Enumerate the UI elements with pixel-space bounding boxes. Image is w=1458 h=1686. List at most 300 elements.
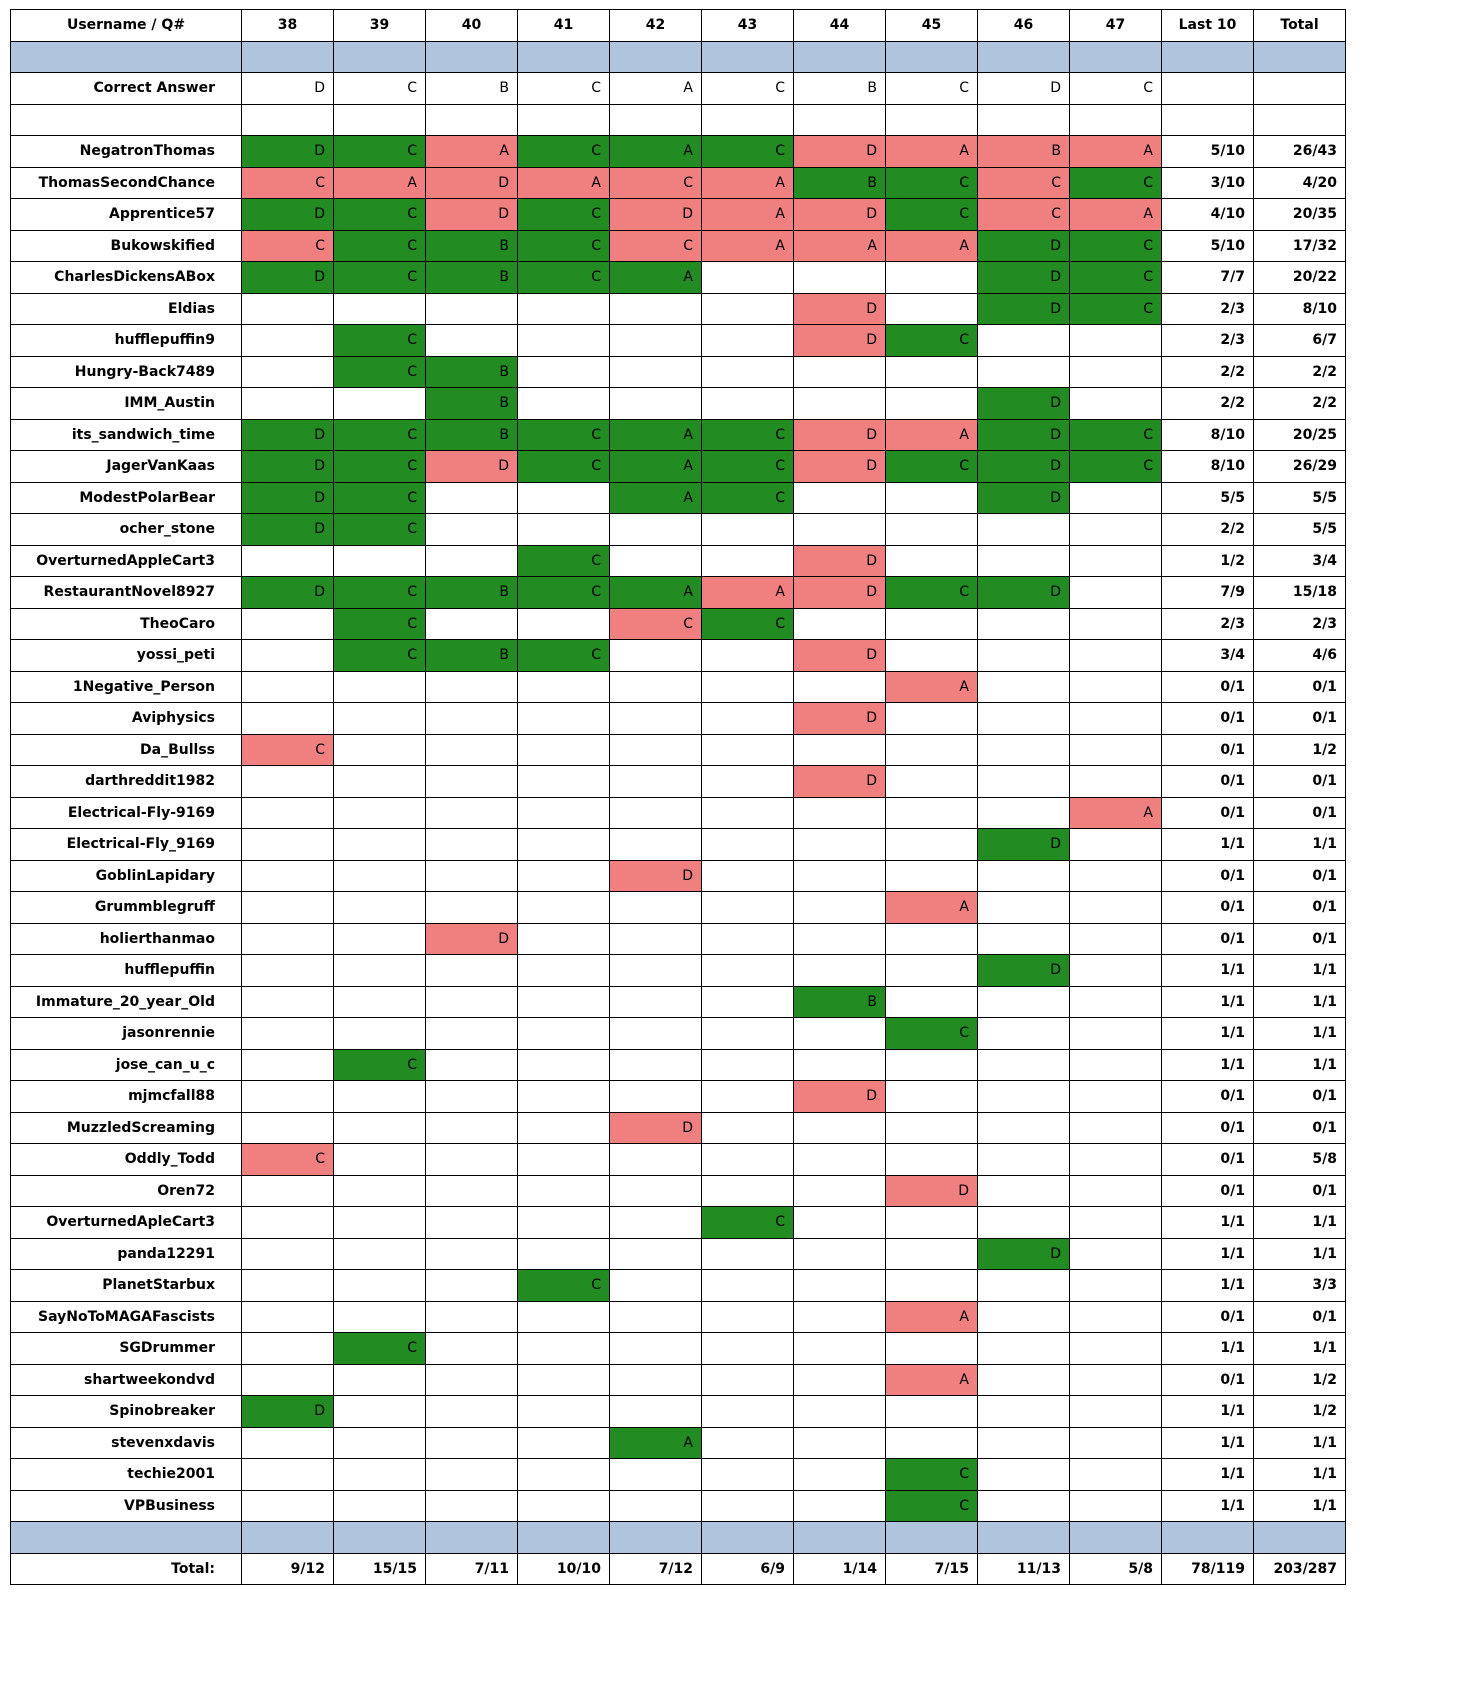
total-score: 0/1 [1254,1175,1346,1207]
answer-cell: D [610,199,702,231]
answer-cell [334,1396,426,1428]
band-cell [1254,1522,1346,1554]
answer-cell: C [886,1018,978,1050]
answer-cell [242,388,334,420]
answer-cell [978,514,1070,546]
answer-cell: D [794,199,886,231]
answer-cell [978,1049,1070,1081]
answer-cell: A [1070,199,1162,231]
answer-cell: C [978,199,1070,231]
player-row [11,577,1346,609]
answer-cell [334,955,426,987]
answer-cell [978,766,1070,798]
answer-cell [426,1238,518,1270]
player-row [11,514,1346,546]
answer-cell [886,829,978,861]
answer-cell [426,734,518,766]
answer-cell [518,1175,610,1207]
last10-score: 0/1 [1162,766,1254,798]
answer-cell [426,703,518,735]
answer-cell: C [886,325,978,357]
answer-cell [978,325,1070,357]
answer-cell [426,797,518,829]
player-row [11,860,1346,892]
last10-score: 7/7 [1162,262,1254,294]
empty-cell [1162,104,1254,136]
player-row [11,1427,1346,1459]
answer-cell [794,923,886,955]
last10-score: 1/1 [1162,1427,1254,1459]
answer-cell [978,1427,1070,1459]
player-row [11,356,1346,388]
answer-cell [242,1427,334,1459]
answer-cell: D [242,577,334,609]
answer-cell: D [242,262,334,294]
answer-cell [518,923,610,955]
answer-cell [518,797,610,829]
column-total: 15/15 [334,1553,426,1585]
answer-cell [242,1490,334,1522]
band-cell [334,1522,426,1554]
answer-cell [242,1112,334,1144]
answer-cell: C [334,230,426,262]
answer-cell [610,829,702,861]
answer-cell [242,1364,334,1396]
answer-cell [242,293,334,325]
player-row [11,1301,1346,1333]
answer-cell [242,356,334,388]
answer-cell [702,1333,794,1365]
player-name: hufflepuffin9 [11,325,242,357]
player-row [11,608,1346,640]
answer-cell [610,1049,702,1081]
answer-cell [702,262,794,294]
answer-cell [242,545,334,577]
player-name: Da_Bullss [11,734,242,766]
correct-answer-cell: C [518,73,610,105]
empty-cell [702,104,794,136]
answer-cell: C [518,577,610,609]
band-cell [1162,41,1254,73]
last10-score: 0/1 [1162,703,1254,735]
answer-cell [794,514,886,546]
band-cell [426,41,518,73]
player-name: its_sandwich_time [11,419,242,451]
answer-cell [702,797,794,829]
total-score: 15/18 [1254,577,1346,609]
last10-score: 0/1 [1162,734,1254,766]
answer-cell [518,1081,610,1113]
spacer-row [11,104,1346,136]
answer-cell: B [978,136,1070,168]
last10-score: 1/1 [1162,1396,1254,1428]
answer-cell: A [794,230,886,262]
answer-cell [886,262,978,294]
answer-cell [610,1238,702,1270]
answer-cell [242,955,334,987]
answer-cell [610,640,702,672]
answer-cell: D [242,1396,334,1428]
answer-cell [334,671,426,703]
answer-cell [334,1207,426,1239]
last10-score: 0/1 [1162,1112,1254,1144]
player-name: Grummblegruff [11,892,242,924]
answer-cell: D [794,545,886,577]
answer-cell [426,325,518,357]
answer-cell [794,955,886,987]
answer-cell [334,293,426,325]
player-row [11,230,1346,262]
answer-cell [702,1301,794,1333]
answer-cell [702,325,794,357]
answer-cell [794,1396,886,1428]
answer-cell: C [1070,419,1162,451]
answer-cell [610,1364,702,1396]
answer-cell [702,703,794,735]
answer-cell [886,482,978,514]
answer-cell [518,356,610,388]
answer-cell [794,1144,886,1176]
answer-cell [518,608,610,640]
player-row [11,293,1346,325]
answer-cell [1070,1144,1162,1176]
player-row [11,1144,1346,1176]
answer-cell [794,1427,886,1459]
answer-cell: D [794,419,886,451]
answer-cell [978,1144,1070,1176]
player-name: Electrical-Fly_9169 [11,829,242,861]
empty-cell [886,104,978,136]
answer-cell [1070,1364,1162,1396]
answer-cell [426,1301,518,1333]
empty-cell [794,104,886,136]
player-name: 1Negative_Person [11,671,242,703]
answer-cell [794,1364,886,1396]
answer-cell: D [610,1112,702,1144]
last10-score: 2/3 [1162,325,1254,357]
answer-cell: D [426,451,518,483]
answer-cell: C [334,640,426,672]
column-total: 11/13 [978,1553,1070,1585]
answer-cell: D [978,293,1070,325]
player-name: techie2001 [11,1459,242,1491]
player-row [11,136,1346,168]
answer-cell [610,986,702,1018]
answer-cell [702,1238,794,1270]
answer-cell [794,1333,886,1365]
answer-cell [610,1207,702,1239]
last10-score: 1/1 [1162,1459,1254,1491]
column-total: 7/12 [610,1553,702,1585]
player-row [11,1490,1346,1522]
player-name: IMM_Austin [11,388,242,420]
band-cell [978,41,1070,73]
player-name: NegatronThomas [11,136,242,168]
last10-score: 0/1 [1162,1175,1254,1207]
answer-cell [1070,1049,1162,1081]
last10-score: 7/9 [1162,577,1254,609]
total-score: 3/3 [1254,1270,1346,1302]
last10-score: 5/10 [1162,230,1254,262]
player-name: OverturnedAppleCart3 [11,545,242,577]
total-score: 1/1 [1254,1490,1346,1522]
column-total: 5/8 [1070,1553,1162,1585]
answer-cell [242,640,334,672]
answer-cell [518,986,610,1018]
answer-cell [886,356,978,388]
player-row [11,1018,1346,1050]
header-cell: 40 [426,10,518,42]
answer-cell [794,482,886,514]
answer-cell [978,1333,1070,1365]
answer-cell [426,1459,518,1491]
answer-cell [242,1049,334,1081]
total-score: 2/2 [1254,388,1346,420]
answer-cell [978,703,1070,735]
column-total: 7/15 [886,1553,978,1585]
answer-cell [978,986,1070,1018]
answer-cell [1070,1459,1162,1491]
answer-cell: C [1070,167,1162,199]
total-score: 0/1 [1254,860,1346,892]
last10-score: 0/1 [1162,1081,1254,1113]
answer-cell [702,545,794,577]
empty-cell [1162,73,1254,105]
answer-cell [794,1175,886,1207]
answer-cell: D [242,514,334,546]
player-name: OverturnedApleCart3 [11,1207,242,1239]
answer-cell [794,356,886,388]
answer-cell: C [886,167,978,199]
empty-cell [610,104,702,136]
total-score: 0/1 [1254,1112,1346,1144]
answer-cell [978,356,1070,388]
answer-cell [702,1018,794,1050]
answer-cell [610,514,702,546]
total-score: 1/1 [1254,1238,1346,1270]
answer-cell [610,703,702,735]
answer-cell [518,860,610,892]
answer-cell [978,1175,1070,1207]
answer-cell [518,671,610,703]
player-row [11,1270,1346,1302]
answer-cell [518,325,610,357]
answer-cell [426,545,518,577]
answer-cell [702,1490,794,1522]
answer-cell: B [426,388,518,420]
empty-cell [334,104,426,136]
total-score: 26/43 [1254,136,1346,168]
last10-score: 8/10 [1162,451,1254,483]
player-row [11,829,1346,861]
answer-cell [794,892,886,924]
answer-cell [426,482,518,514]
answer-cell [426,860,518,892]
empty-cell [242,104,334,136]
answer-cell [518,829,610,861]
answer-cell: D [426,199,518,231]
player-name: TheoCaro [11,608,242,640]
answer-cell: A [886,230,978,262]
answer-cell [334,1490,426,1522]
answer-cell [794,1018,886,1050]
answer-cell: C [242,167,334,199]
total-score: 8/10 [1254,293,1346,325]
answer-cell [886,766,978,798]
answer-cell [1070,1238,1162,1270]
answer-cell: A [886,892,978,924]
band-cell [1254,41,1346,73]
answer-cell [242,1207,334,1239]
last10-score: 1/1 [1162,1049,1254,1081]
answer-cell [1070,955,1162,987]
answer-cell [518,1049,610,1081]
last10-score: 1/1 [1162,1018,1254,1050]
band-cell [518,41,610,73]
answer-cell [518,514,610,546]
answer-cell [426,1490,518,1522]
correct-answer-cell: B [426,73,518,105]
player-row [11,482,1346,514]
answer-cell [1070,1207,1162,1239]
answer-cell [518,1364,610,1396]
answer-cell [334,734,426,766]
answer-cell [886,955,978,987]
answer-cell: C [518,262,610,294]
answer-cell [978,1112,1070,1144]
answer-cell: C [334,1049,426,1081]
last10-score: 1/1 [1162,829,1254,861]
answer-cell: D [242,451,334,483]
total-score: 0/1 [1254,766,1346,798]
last10-score: 0/1 [1162,1144,1254,1176]
last10-score: 1/1 [1162,955,1254,987]
answer-cell: C [518,230,610,262]
answer-cell [794,262,886,294]
last10-score: 3/10 [1162,167,1254,199]
player-row [11,1112,1346,1144]
answer-cell [242,608,334,640]
answer-cell [886,640,978,672]
answer-cell [702,955,794,987]
answer-cell [702,1144,794,1176]
band-cell [794,41,886,73]
last10-score: 1/1 [1162,986,1254,1018]
answer-cell [334,1018,426,1050]
total-score: 5/5 [1254,514,1346,546]
answer-cell [334,388,426,420]
answer-cell [426,293,518,325]
answer-cell: C [334,199,426,231]
answer-cell [978,1490,1070,1522]
header-cell: 46 [978,10,1070,42]
player-name: Eldias [11,293,242,325]
answer-cell [1070,1490,1162,1522]
total-score: 6/7 [1254,325,1346,357]
player-row [11,419,1346,451]
answer-cell [518,1490,610,1522]
answer-cell: C [334,514,426,546]
answer-cell [242,671,334,703]
answer-cell [702,986,794,1018]
player-row [11,1396,1346,1428]
answer-cell: C [334,1333,426,1365]
player-name: ThomasSecondChance [11,167,242,199]
answer-cell: C [242,734,334,766]
total-score: 0/1 [1254,1081,1346,1113]
answer-cell [978,1301,1070,1333]
correct-answer-cell: A [610,73,702,105]
last10-score: 5/5 [1162,482,1254,514]
answer-cell [794,860,886,892]
answer-cell: D [794,1081,886,1113]
answer-cell [426,514,518,546]
total-score: 5/8 [1254,1144,1346,1176]
last10-score: 0/1 [1162,860,1254,892]
answer-cell [702,388,794,420]
answer-cell [1070,860,1162,892]
answer-cell [1070,986,1162,1018]
answer-cell: D [426,923,518,955]
answer-cell [794,1301,886,1333]
last10-score: 1/1 [1162,1333,1254,1365]
correct-answer-cell: C [702,73,794,105]
answer-cell: A [518,167,610,199]
answer-cell [334,1081,426,1113]
answer-cell: D [978,577,1070,609]
answer-cell [886,1333,978,1365]
answer-cell [334,545,426,577]
total-score: 1/1 [1254,986,1346,1018]
answer-cell: D [242,419,334,451]
answer-cell [794,388,886,420]
last10-score: 2/2 [1162,514,1254,546]
header-cell: Total [1254,10,1346,42]
answer-cell: A [886,419,978,451]
answer-cell: C [518,451,610,483]
answer-cell [610,293,702,325]
player-name: ModestPolarBear [11,482,242,514]
answer-cell [702,1427,794,1459]
answer-cell: A [610,419,702,451]
answer-cell: C [978,167,1070,199]
player-row [11,1459,1346,1491]
band-row [11,41,1346,73]
answer-cell: C [1070,293,1162,325]
answer-cell [1070,766,1162,798]
band-cell [11,41,242,73]
answer-cell: C [886,1490,978,1522]
correct-answer-cell: C [334,73,426,105]
last10-score: 1/1 [1162,1270,1254,1302]
answer-cell [518,1459,610,1491]
answer-cell: C [702,608,794,640]
total-score: 1/1 [1254,1427,1346,1459]
answer-cell [794,829,886,861]
answer-cell [1070,892,1162,924]
answer-cell [1070,703,1162,735]
player-name: yossi_peti [11,640,242,672]
answer-cell [1070,829,1162,861]
answer-cell [334,1301,426,1333]
last10-score: 5/10 [1162,136,1254,168]
header-cell: 43 [702,10,794,42]
answer-cell [794,671,886,703]
player-row [11,923,1346,955]
band-cell [1070,41,1162,73]
answer-cell [426,892,518,924]
correct-answer-cell: B [794,73,886,105]
